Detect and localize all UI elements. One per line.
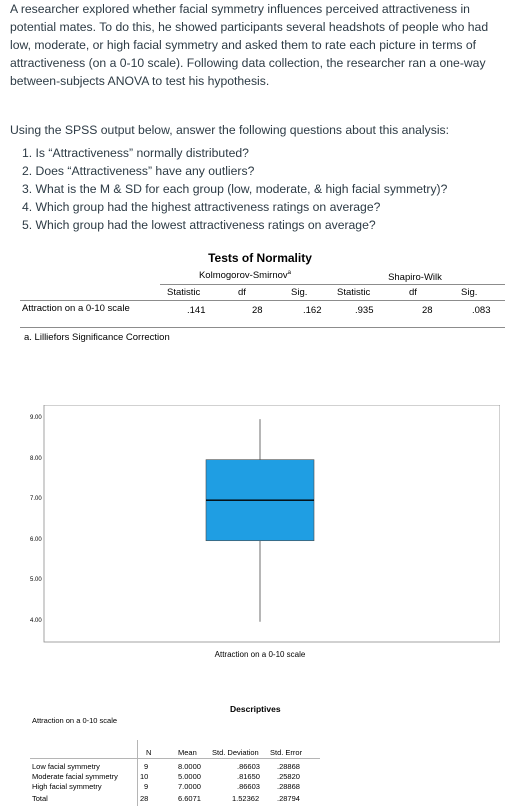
row-mean: 7.0000 (178, 782, 201, 791)
sw-statistic-value: .935 (355, 305, 374, 316)
table-row (30, 782, 320, 792)
box-plot-canvas (30, 405, 500, 665)
row-se: .28868 (277, 762, 300, 771)
question-list (22, 144, 502, 234)
question-5: 5. Which group had the lowest attractiveness ratings on average? (22, 218, 376, 232)
sw-df-value: 28 (422, 305, 433, 316)
sw-header: Shapiro-Wilk (388, 272, 442, 283)
col-ks-statistic: Statistic (167, 287, 201, 298)
ks-header-text: Kolmogorov-Smirnov (198, 270, 288, 282)
row-n: 9 (144, 762, 149, 771)
col-ks-df: df (238, 287, 246, 298)
row-label: High facial symmetry (32, 782, 102, 791)
descriptives-title: Descriptives (230, 704, 281, 714)
row-n: 10 (140, 772, 149, 781)
row-label: Total (32, 794, 48, 803)
ks-header-rule (160, 284, 335, 285)
x-axis-label: Attraction on a 0-10 scale (214, 650, 306, 659)
y-tick-label: 8.00 (30, 455, 42, 462)
row-label: Moderate facial symmetry (32, 772, 118, 781)
ks-header (160, 270, 330, 281)
instructions-paragraph: Using the SPSS output below, answer the following questions about this analysis: (10, 123, 450, 137)
col-sw-sig: Sig. (461, 287, 478, 298)
question-4: 4. Which group had the highest attractiveness ratings on average? (22, 200, 381, 214)
col-sw-df: df (409, 287, 417, 298)
col-std-deviation: Std. Deviation (212, 748, 259, 757)
row-mean: 6.6071 (178, 794, 201, 803)
normality-table-title: Tests of Normality (208, 251, 312, 265)
col-mean: Mean (178, 748, 197, 757)
descriptives-variable-label: Attraction on a 0-10 scale (32, 716, 118, 725)
col-sw-statistic: Statistic (337, 287, 371, 298)
ks-superscript: a (287, 270, 292, 276)
sw-header-rule (335, 284, 505, 285)
table-row (30, 794, 320, 804)
normality-row-label: Attraction on a 0-10 scale (22, 303, 130, 314)
y-tick-label: 9.00 (30, 415, 42, 422)
ks-statistic-value: .141 (187, 305, 206, 316)
ks-sig-value: .162 (303, 305, 322, 316)
row-label: Low facial symmetry (32, 762, 100, 771)
col-n: N (146, 748, 152, 757)
table-row (30, 762, 320, 772)
row-mean: 8.0000 (178, 762, 201, 771)
row-n: 9 (144, 782, 149, 791)
y-tick-label: 4.00 (30, 617, 42, 624)
row-sd: .81650 (237, 772, 260, 781)
table-row (30, 772, 320, 782)
row-n: 28 (140, 794, 149, 803)
intro-paragraph: A researcher explored whether facial symmetry influences perceived attractiveness in potential mates. To do this, he showed participants several headshots of people who had low, moderate, or high facial symmetry and asked them to rate each picture in terms of attractiveness (on a 0-10 scale). Following data collection, the researcher ran a one-way between-subjects ANOVA to test his hypothesis. (10, 2, 489, 88)
sw-sig-value: .083 (472, 305, 491, 316)
col-std-error: Std. Error (270, 748, 303, 757)
question-1: 1. Is “Attractiveness” normally distributed? (22, 146, 249, 160)
normality-bottom-rule (20, 327, 505, 328)
question-2: 2. Does “Attractiveness” have any outliers? (22, 164, 255, 178)
row-se: .28868 (277, 782, 300, 791)
ks-df-value: 28 (252, 305, 263, 316)
row-sd: 1.52362 (232, 794, 260, 803)
y-tick-label: 6.00 (30, 536, 42, 543)
descriptives-header-rule (30, 758, 320, 759)
row-mean: 5.0000 (178, 772, 201, 781)
normality-footnote: a. Lilliefors Significance Correction (24, 332, 170, 343)
question-3: 3. What is the M & SD for each group (low, moderate, & high facial symmetry)? (22, 182, 448, 196)
y-tick-label: 7.00 (30, 496, 42, 503)
row-se: .28794 (277, 794, 300, 803)
col-ks-sig: Sig. (291, 287, 308, 298)
box-plot (30, 405, 500, 665)
row-sd: .86603 (237, 782, 260, 791)
row-se: .25820 (277, 772, 300, 781)
row-sd: .86603 (237, 762, 260, 771)
y-tick-label: 5.00 (30, 577, 42, 584)
normality-header-rule (20, 300, 505, 301)
